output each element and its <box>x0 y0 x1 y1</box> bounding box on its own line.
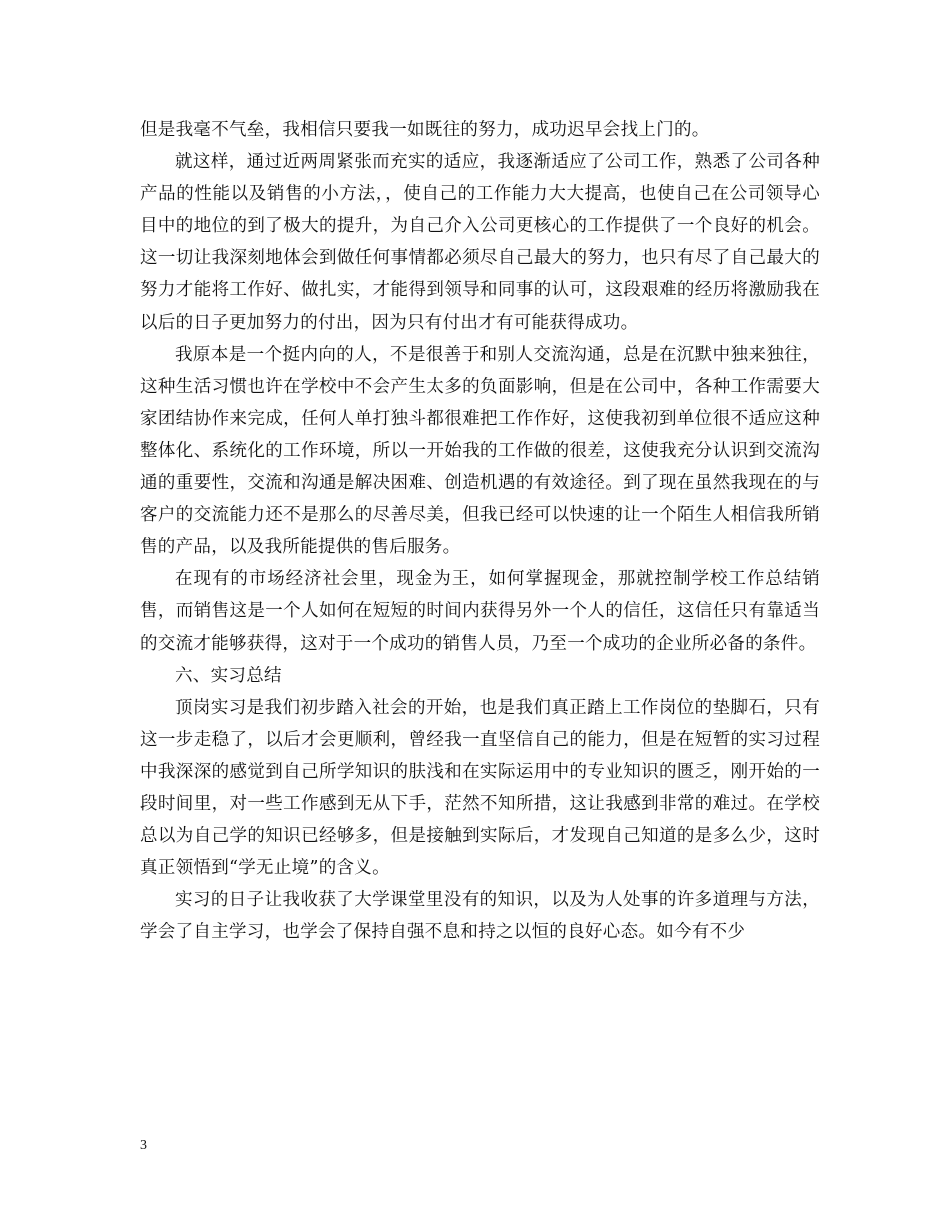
paragraph-5: 顶岗实习是我们初步踏入社会的开始，也是我们真正踏上工作岗位的垫脚石，只有这一步走稳了，以后才会更顺利，曾经我一直坚信自己的能力，但是在短暂的实习过程中我深深的感觉到自己所学知识的肤浅和在实际运用中的专业知识的匮乏，刚开始的一段时间里，对一些工作感到无从下手，茫然不知所措，这让我感到非常的难过。在学校总以为自己学的知识已经够多，但是接触到实际后，才发现自己知道的是多么少，这时真正领悟到“学无止境”的含义。 <box>140 697 820 879</box>
document-body <box>140 114 820 948</box>
paragraph-3: 我原本是一个挺内向的人，不是很善于和别人交流沟通，总是在沉默中独来独往，这种生活习惯也许在学校中不会产生太多的负面影响，但是在公司中，各种工作需要大家团结协作来完成，任何人单打独斗都很难把工作作好，这使我初到单位很不适应这种整体化、系统化的工作环境，所以一开始我的工作做的很差，这使我充分认识到交流沟通的重要性，交流和沟通是解决困难、创造机遇的有效途径。到了现在虽然我现在的与客户的交流能力还不是那么的尽善尽美，但我已经可以快速的让一个陌生人相信我所销售的产品，以及我所能提供的售后服务。 <box>140 344 820 558</box>
paragraph-1: 但是我毫不气垒，我相信只要我一如既往的努力，成功迟早会找上门的。 <box>140 120 710 140</box>
section-heading: 六、实习总结 <box>175 665 282 686</box>
paragraph-4: 在现有的市场经济社会里，现金为王，如何掌握现金，那就控制学校工作总结销售，而销售这是一个人如何在短短的时间内获得另外一个人的信任，这信任只有靠适当的交流才能够获得，这对于一个成功的销售人员，乃至一个成功的企业所必备的条件。 <box>140 569 820 654</box>
page-number: 3 <box>140 1138 147 1153</box>
paragraph-6: 实习的日子让我收获了大学课堂里没有的知识，以及为人处事的许多道理与方法，学会了自主学习，也学会了保持自强不息和持之以恒的良好心态。如今有不少 <box>140 890 820 943</box>
paragraph-2: 就这样，通过近两周紧张而充实的适应，我逐渐适应了公司工作，熟悉了公司各种产品的性能以及销售的小方法，，使自己的工作能力大大提高，也使自己在公司领导心目中的地位的到了极大的提升，为自己介入公司更核心的工作提供了一个良好的机会。这一切让我深刻地体会到做任何事情都必须尽自己最大的努力，也只有尽了自己最大的努力才能将工作好、做扎实，才能得到领导和同事的认可，这段艰难的经历将激励我在以后的日子更加努力的付出，因为只有付出才有可能获得成功。 <box>140 152 820 333</box>
